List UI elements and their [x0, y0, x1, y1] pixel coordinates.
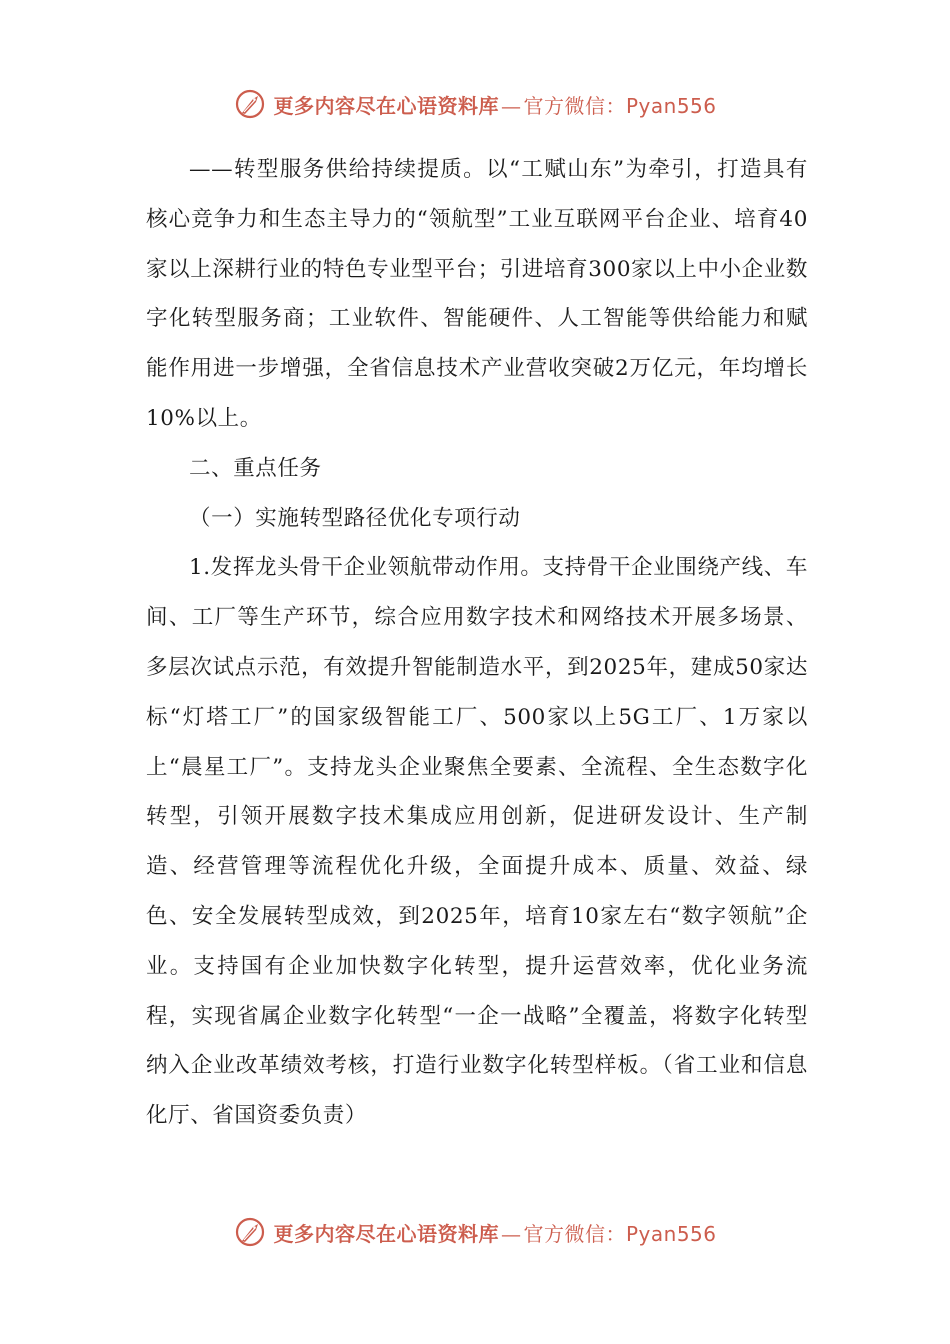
paragraph-service-supply: ——转型服务供给持续提质。以“工赋山东”为牵引，打造具有核心竞争力和生态主导力的“领航型”工业互联网平台企业、培育40家以上深耕行业的特色专业型平台；引进培育300家以上中小企业数字化转型服务商；工业软件、智能硬件、人工智能等供给能力和赋能作用进一步增强，全省信息技术产业营收突破2万亿元，年均增长10%以上。 — [146, 157, 808, 431]
watermark-text: 更多内容尽在心语资料库 — 官方微信：Pyan556 — [273, 93, 717, 118]
watermark-text: 更多内容尽在心语资料库 — 官方微信：Pyan556 — [273, 1221, 717, 1246]
pen-nib-icon — [233, 87, 267, 121]
watermark-header — [0, 84, 950, 124]
pen-nib-icon — [233, 1215, 267, 1249]
subsection-heading-path-optimization: （一）实施转型路径优化专项行动 — [189, 505, 521, 531]
watermark-footer — [0, 1212, 950, 1252]
paragraph-leading-enterprises: 1.发挥龙头骨干企业领航带动作用。支持骨干企业围绕产线、车间、工厂等生产环节，综合应用数字技术和网络技术开展多场景、多层次试点示范，有效提升智能制造水平，到2025年，建成50家达标“灯塔工厂”的国家级智能工厂、500家以上5G工厂、1万家以上“晨星工厂”。支持龙头企业聚焦全要素、全流程、全生态数字化转型，引领开展数字技术集成应用创新，促进研发设计、生产制造、经营管理等流程优化升级，全面提升成本、质量、效益、绿色、安全发展转型成效，到2025年，培育10家左右“数字领航”企业。支持国有企业加快数字化转型，提升运营效率，优化业务流程，实现省属企业数字化转型“一企一战略”全覆盖，将数字化转型纳入企业改革绩效考核，打造行业数字化转型样板。（省工业和信息化厅、省国资委负责） — [146, 555, 808, 1129]
section-heading-key-tasks: 二、重点任务 — [189, 455, 322, 481]
document-body — [146, 145, 808, 1141]
